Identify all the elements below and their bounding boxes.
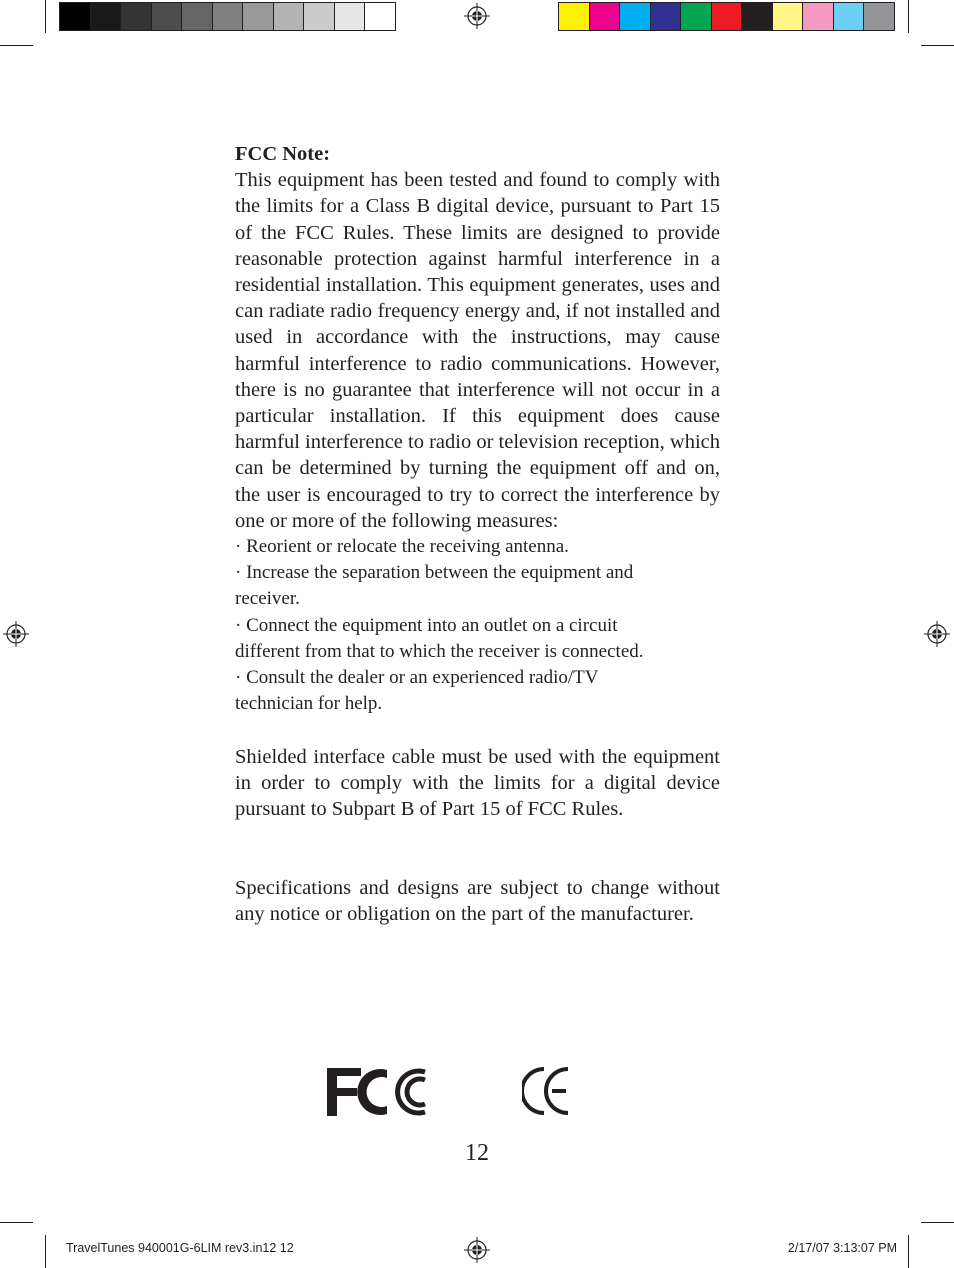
- color-swatch: [620, 3, 651, 30]
- crop-mark: [0, 1222, 33, 1223]
- color-swatch: [243, 3, 274, 30]
- shielded-cable-paragraph: Shielded interface cable must be used with the equipment in order to comply with the limits for a digital device pursuant to Subpart B of Part 15 of FCC Rules.: [235, 745, 720, 821]
- registration-mark-icon: [3, 621, 29, 647]
- list-item: · Reorient or relocate the receiving antenna.: [235, 536, 569, 558]
- registration-mark-icon: [924, 621, 950, 647]
- file-info: TravelTunes 940001G-6LIM rev3.in12 12: [66, 1241, 294, 1255]
- color-swatch: [274, 3, 305, 30]
- list-item: · Increase the separation between the equipment and receiver.: [235, 562, 634, 610]
- registration-mark-icon: [464, 1237, 490, 1263]
- measures-list: [235, 534, 720, 717]
- page-number: 12: [465, 1140, 489, 1166]
- fcc-notice: [235, 141, 720, 927]
- color-swatch: [864, 3, 894, 30]
- gray-color-bar: [59, 2, 396, 31]
- color-swatch: [712, 3, 743, 30]
- color-swatch: [742, 3, 773, 30]
- print-timestamp: 2/17/07 3:13:07 PM: [787, 1241, 897, 1255]
- fcc-logo-icon: [325, 1066, 429, 1118]
- color-swatch: [121, 3, 152, 30]
- list-item: · Connect the equipment into an outlet on a circuit different from that to which the receiver is connected.: [235, 614, 644, 662]
- crop-mark: [908, 1235, 909, 1268]
- color-swatch: [335, 3, 366, 30]
- color-swatch: [365, 3, 395, 30]
- color-swatch: [60, 3, 91, 30]
- crop-mark: [45, 1235, 46, 1268]
- crop-mark: [45, 0, 46, 33]
- compliance-paragraph: This equipment has been tested and found to comply with the limits for a Class B digital device, pursuant to Part 15 of the FCC Rules. These limits are designed to provide reasonable protection against harmful interference in a residential installation. This equipment generates, uses and can radiate radio frequency energy and, if not installed and used in accordance with the instructions, may cause harmful interference to radio communications. However, there is no guarantee that interference will not occur in a particular installation. If this equipment does cause harmful interference to radio or television reception, which can be determined by turning the equipment off and on, the user is encouraged to try to correct the interference by one or more of the following measures:: [235, 169, 720, 532]
- crop-mark: [921, 45, 954, 46]
- section-heading: FCC Note:: [235, 143, 331, 165]
- color-swatch: [213, 3, 244, 30]
- color-swatch: [773, 3, 804, 30]
- color-swatch: [651, 3, 682, 30]
- color-swatch: [152, 3, 183, 30]
- color-swatch: [681, 3, 712, 30]
- specifications-paragraph: Specifications and designs are subject to change without any notice or obligation on the part of the manufacturer.: [235, 876, 720, 925]
- color-swatch: [91, 3, 122, 30]
- ce-mark-icon: [522, 1066, 570, 1116]
- color-swatch: [834, 3, 865, 30]
- color-swatch: [304, 3, 335, 30]
- color-swatch: [182, 3, 213, 30]
- process-color-bar: [558, 2, 895, 31]
- list-item: · Consult the dealer or an experienced radio/TV technician for help.: [235, 667, 599, 715]
- color-swatch: [590, 3, 621, 30]
- color-swatch: [803, 3, 834, 30]
- crop-mark: [0, 45, 33, 46]
- crop-mark: [921, 1222, 954, 1223]
- crop-mark: [908, 0, 909, 33]
- registration-mark-icon: [464, 3, 490, 29]
- color-swatch: [559, 3, 590, 30]
